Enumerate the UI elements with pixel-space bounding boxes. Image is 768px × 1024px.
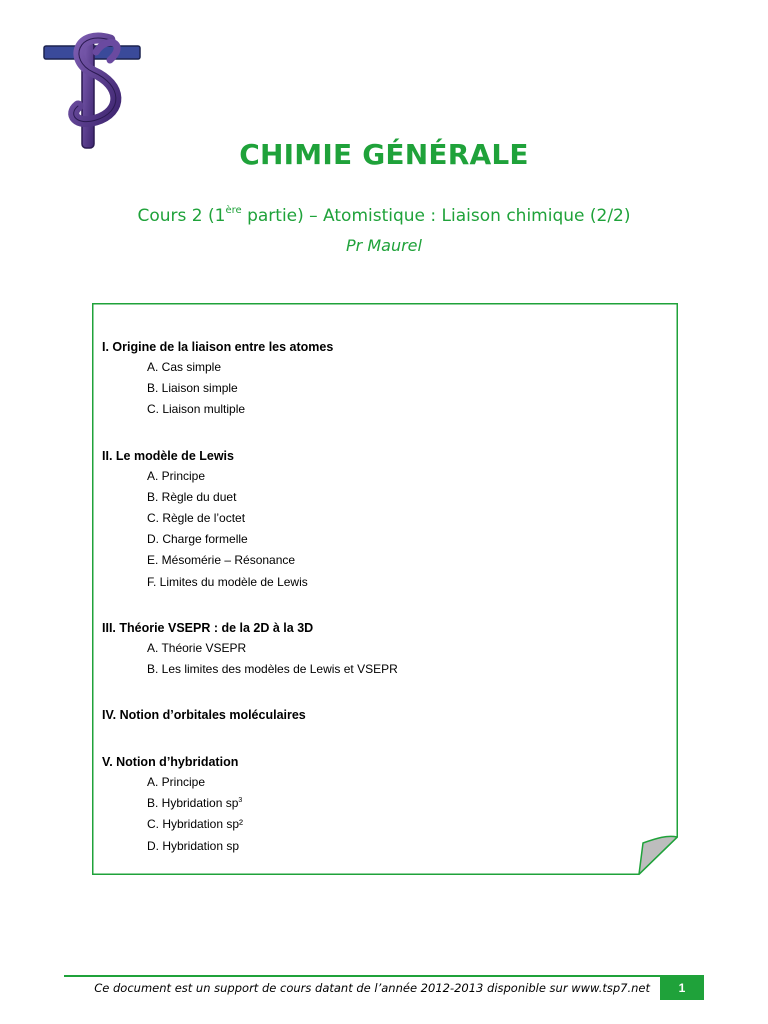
toc-section-title: V. Notion d’hybridation [102, 755, 239, 770]
toc-item: B. Règle du duet [147, 489, 237, 504]
toc-item: A. Principe [147, 468, 206, 483]
toc-item-text: B. Hybridation sp [147, 796, 239, 811]
tsp-logo-icon [38, 30, 148, 152]
toc-item: C. Hybridation sp² [147, 817, 244, 832]
toc-section [102, 620, 642, 683]
page-title: CHIMIE GÉNÉRALE [239, 138, 529, 171]
toc-item: D. Charge formelle [147, 532, 248, 547]
footer-divider [64, 975, 704, 977]
toc-section-title: III. Théorie VSEPR : de la 2D à la 3D [102, 620, 314, 635]
toc-item: B. Les limites des modèles de Lewis et VSEPR [147, 661, 398, 676]
toc-item: A. Cas simple [147, 360, 222, 374]
toc-section [102, 754, 642, 860]
course-subtitle [0, 206, 768, 226]
page-number: 1 [660, 977, 704, 1000]
subtitle-suffix: partie) – Atomistique : Liaison chimique (2/2) [241, 206, 631, 226]
toc-item: A. Principe [147, 775, 206, 790]
toc-section [102, 707, 642, 728]
toc-item: C. Règle de l’octet [147, 510, 246, 525]
toc-item: D. Hybridation sp [147, 838, 240, 853]
toc-section [102, 448, 642, 596]
toc-item [102, 796, 642, 817]
toc-section-title: IV. Notion d’orbitales moléculaires [102, 708, 306, 723]
subtitle-superscript: ère [225, 205, 242, 216]
table-of-contents [92, 303, 678, 875]
toc-section [102, 339, 642, 424]
toc-item: C. Liaison multiple [147, 402, 246, 417]
subtitle-prefix: Cours 2 (1 [137, 206, 226, 226]
toc-section-title: II. Le modèle de Lewis [102, 448, 234, 463]
toc-item: F. Limites du modèle de Lewis [147, 574, 308, 589]
toc-item-superscript: 3 [238, 797, 243, 805]
author-name: Pr Maurel [346, 236, 422, 255]
footer-text: Ce document est un support de cours datant de l’année 2012-2013 disponible sur www.tsp7.net [94, 981, 650, 995]
toc-item: E. Mésomérie – Résonance [147, 553, 296, 568]
toc-item: B. Liaison simple [147, 381, 238, 396]
toc-item: A. Théorie VSEPR [147, 640, 247, 655]
toc-section-title: I. Origine de la liaison entre les atomes [102, 340, 334, 354]
page-curl-icon [639, 836, 677, 874]
toc-list [102, 339, 642, 884]
